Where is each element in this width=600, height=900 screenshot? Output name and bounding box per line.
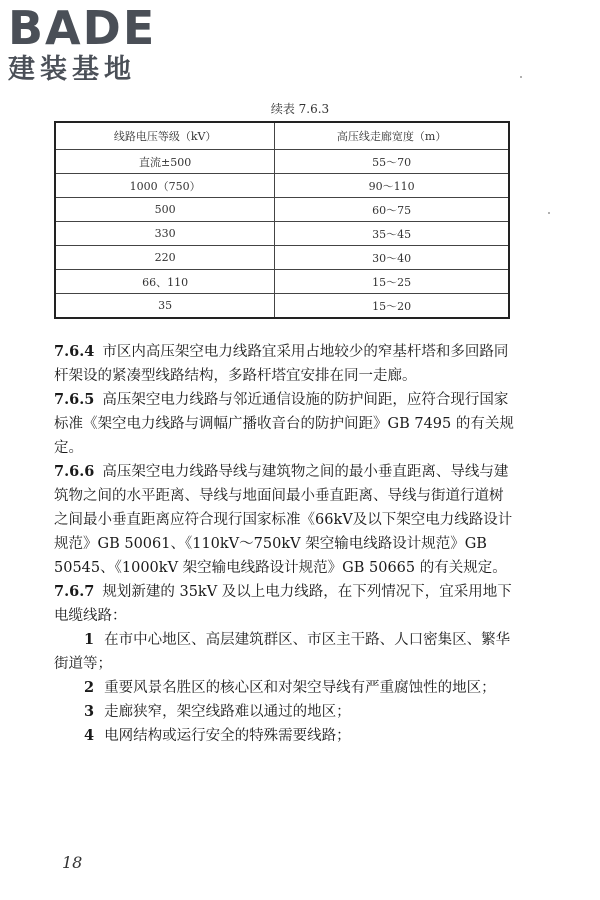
list-item-text: 走廊狭窄，架空线路难以通过的地区； bbox=[104, 704, 351, 720]
clause-number: 7.6.7 bbox=[54, 583, 95, 600]
width-cell: 90～110 bbox=[275, 174, 509, 198]
list-item bbox=[54, 700, 516, 724]
clause-7-6-7 bbox=[54, 580, 516, 628]
page-number: 18 bbox=[62, 853, 83, 872]
document-body bbox=[54, 340, 516, 748]
voltage-cell: 35 bbox=[55, 294, 275, 319]
clause-7-6-6 bbox=[54, 460, 516, 580]
width-cell: 35～45 bbox=[275, 222, 509, 246]
list-item-number: 1 bbox=[84, 631, 95, 648]
table-row bbox=[55, 246, 509, 270]
width-cell: 15～25 bbox=[275, 270, 509, 294]
voltage-cell: 500 bbox=[55, 198, 275, 222]
width-header: 高压线走廊宽度（m） bbox=[275, 122, 509, 150]
list-item bbox=[54, 628, 516, 676]
list-item-number: 2 bbox=[84, 679, 95, 696]
table-header-row bbox=[55, 122, 509, 150]
table-row bbox=[55, 150, 509, 174]
corridor-width-table bbox=[54, 121, 510, 319]
clause-number: 7.6.6 bbox=[54, 463, 95, 480]
voltage-cell: 1000（750） bbox=[55, 174, 275, 198]
list-item bbox=[54, 724, 516, 748]
width-cell: 30～40 bbox=[275, 246, 509, 270]
list-item-number: 3 bbox=[84, 703, 95, 720]
logo-mark: BADE bbox=[8, 1, 157, 55]
table-row bbox=[55, 198, 509, 222]
list-item-text: 在市中心地区、高层建筑群区、市区主干路、人口密集区、繁华街道等； bbox=[54, 632, 511, 672]
table-caption: 续表 7.6.3 bbox=[270, 102, 330, 116]
list-item-text: 电网结构或运行安全的特殊需要线路； bbox=[104, 728, 351, 744]
width-cell: 15～20 bbox=[275, 294, 509, 319]
voltage-header: 线路电压等级（kV） bbox=[55, 122, 275, 150]
clause-7-6-4 bbox=[54, 340, 516, 388]
table-row bbox=[55, 270, 509, 294]
clause-number: 7.6.4 bbox=[54, 343, 95, 360]
logo-subtitle: 建装基地 bbox=[8, 54, 136, 85]
clause-number: 7.6.5 bbox=[54, 391, 95, 408]
scan-speck bbox=[548, 212, 550, 214]
scan-speck bbox=[520, 76, 522, 78]
clause-7-6-5 bbox=[54, 388, 516, 460]
voltage-cell: 220 bbox=[55, 246, 275, 270]
bade-logo bbox=[8, 1, 178, 86]
width-cell: 60～75 bbox=[275, 198, 509, 222]
table-row bbox=[55, 174, 509, 198]
voltage-cell: 66、110 bbox=[55, 270, 275, 294]
list-item-text: 重要风景名胜区的核心区和对架空导线有严重腐蚀性的地区； bbox=[104, 680, 496, 696]
table-row bbox=[55, 222, 509, 246]
table-row bbox=[55, 294, 509, 319]
voltage-cell: 330 bbox=[55, 222, 275, 246]
width-cell: 55～70 bbox=[275, 150, 509, 174]
list-item bbox=[54, 676, 516, 700]
clause-text: 市区内高压架空电力线路宜采用占地较少的窄基杆塔和多回路同杆架设的紧凑型线路结构，多路杆塔宜安排在同一走廊。 bbox=[54, 344, 509, 384]
list-item-number: 4 bbox=[84, 727, 95, 744]
voltage-cell: 直流±500 bbox=[55, 150, 275, 174]
clause-text: 高压架空电力线路与邻近通信设施的防护间距，应符合现行国家标准《架空电力线路与调幅广播收音台的防护间距》GB 7495 的有关规定。 bbox=[54, 392, 514, 456]
clause-text: 高压架空电力线路导线与建筑物之间的最小垂直距离、导线与建筑物之间的水平距离、导线与地面间最小垂直距离、导线与街道行道树之间最小垂直距离应符合现行国家标准《66kV及以下架空电力线路设计规范》GB 50061、《110kV～750kV 架空输电线路设计规范》GB 50545、《1000kV 架空输电线路设计规范》GB 50665 的有关规定。 bbox=[54, 464, 513, 576]
clause-text: 规划新建的 35kV 及以上电力线路，在下列情况下，宜采用地下电缆线路： bbox=[54, 584, 512, 624]
